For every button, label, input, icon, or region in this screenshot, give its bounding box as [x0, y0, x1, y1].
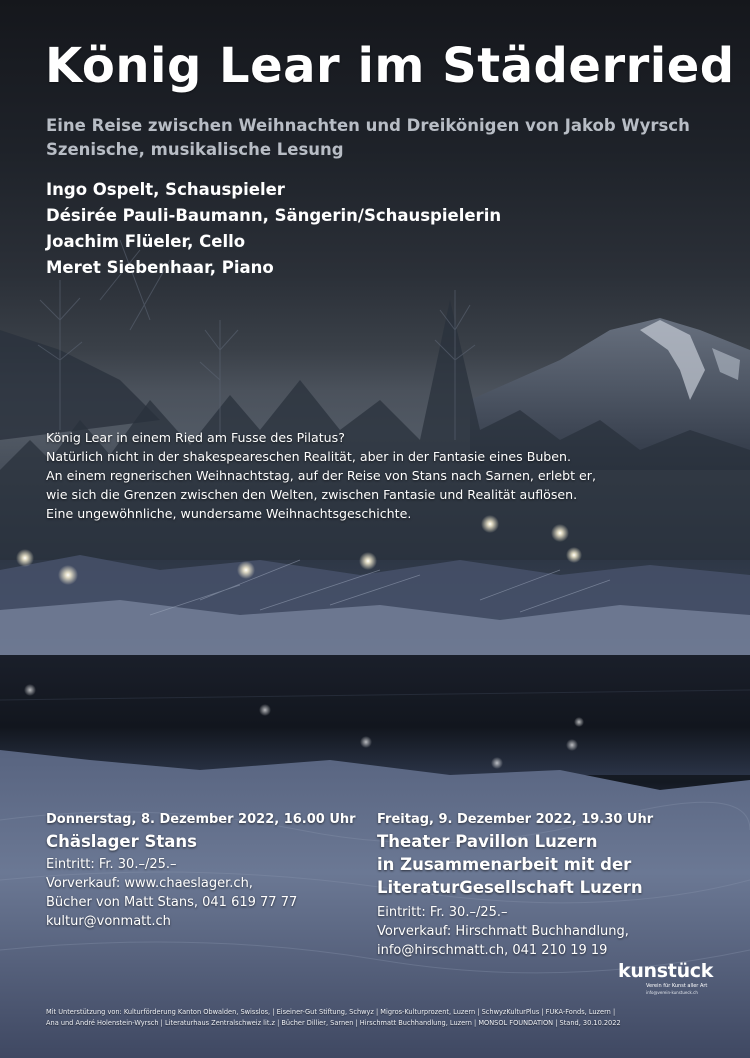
description-line: Eine ungewöhnliche, wundersame Weihnachtsgeschichte. — [46, 506, 412, 521]
subtitle-line: Eine Reise zwischen Weihnachten und Dreikönigen von Jakob Wyrsch — [46, 116, 690, 135]
event-presale-info: Vorverkauf: Hirschmatt Buchhandlung, — [377, 924, 629, 939]
poster-title: König Lear im Städerried — [45, 38, 735, 94]
kunstueck-logo: kunstück — [618, 960, 714, 982]
event-presale-link[interactable]: Vorverkauf: www.chaeslager.ch, — [46, 876, 253, 891]
event-venue-luzern: Theater Pavillon Luzern — [377, 832, 598, 851]
event-ticket-price: Eintritt: Fr. 30.–/25.– — [377, 905, 508, 920]
sponsor-credits: Mit Unterstützung von: Kulturförderung Kanton Obwalden, Swisslos, | Eiseiner-Gut Stiftung, Schwyz | Migros-Kulturprozent, Luzern | SchwyzKulturPlus | FUKA-Fonds, Luzern | — [46, 1008, 616, 1016]
cast-member: Joachim Flüeler, Cello — [46, 232, 246, 251]
event-contact-email[interactable]: info@hirschmatt.ch, 041 210 19 19 — [377, 943, 608, 958]
event-ticket-price: Eintritt: Fr. 30.–/25.– — [46, 857, 177, 872]
cast-member: Désirée Pauli-Baumann, Sängerin/Schauspielerin — [46, 206, 502, 225]
description-line: An einem regnerischen Weihnachtstag, auf der Reise von Stans nach Sarnen, erlebt er, — [46, 468, 596, 483]
event-venue-stans: Chäslager Stans — [46, 832, 197, 851]
event-date-luzern: Freitag, 9. Dezember 2022, 19.30 Uhr — [377, 812, 654, 827]
description-line: Natürlich nicht in der shakespeareschen Realität, aber in der Fantasie eines Buben. — [46, 449, 572, 464]
cast-member: Ingo Ospelt, Schauspieler — [46, 180, 285, 199]
description-line: König Lear in einem Ried am Fusse des Pilatus? — [46, 430, 345, 445]
event-date-stans: Donnerstag, 8. Dezember 2022, 16.00 Uhr — [46, 812, 356, 827]
logo-tagline: Verein für Kunst aller Art — [646, 983, 708, 989]
event-venue-luzern: LiteraturGesellschaft Luzern — [377, 878, 643, 897]
subtitle-line: Szenische, musikalische Lesung — [46, 140, 344, 159]
event-presale-phone: Bücher von Matt Stans, 041 619 77 77 — [46, 895, 298, 910]
event-venue-luzern: in Zusammenarbeit mit der — [377, 855, 632, 874]
event-contact-email[interactable]: kultur@vonmatt.ch — [46, 914, 171, 929]
logo-email: info@verein-kunstueck.ch — [646, 990, 698, 995]
description-line: wie sich die Grenzen zwischen den Welten, zwischen Fantasie und Realität auflösen. — [46, 487, 578, 502]
sponsor-credits: Ana und André Holenstein-Wyrsch | Literaturhaus Zentralschweiz lit.z | Bücher Dillier, Sarnen | Hirschmatt Buchhandlung, Luzern | MONSOL FOUNDATION | Stand, 30.10.2022 — [46, 1019, 621, 1027]
cast-member: Meret Siebenhaar, Piano — [46, 258, 274, 277]
